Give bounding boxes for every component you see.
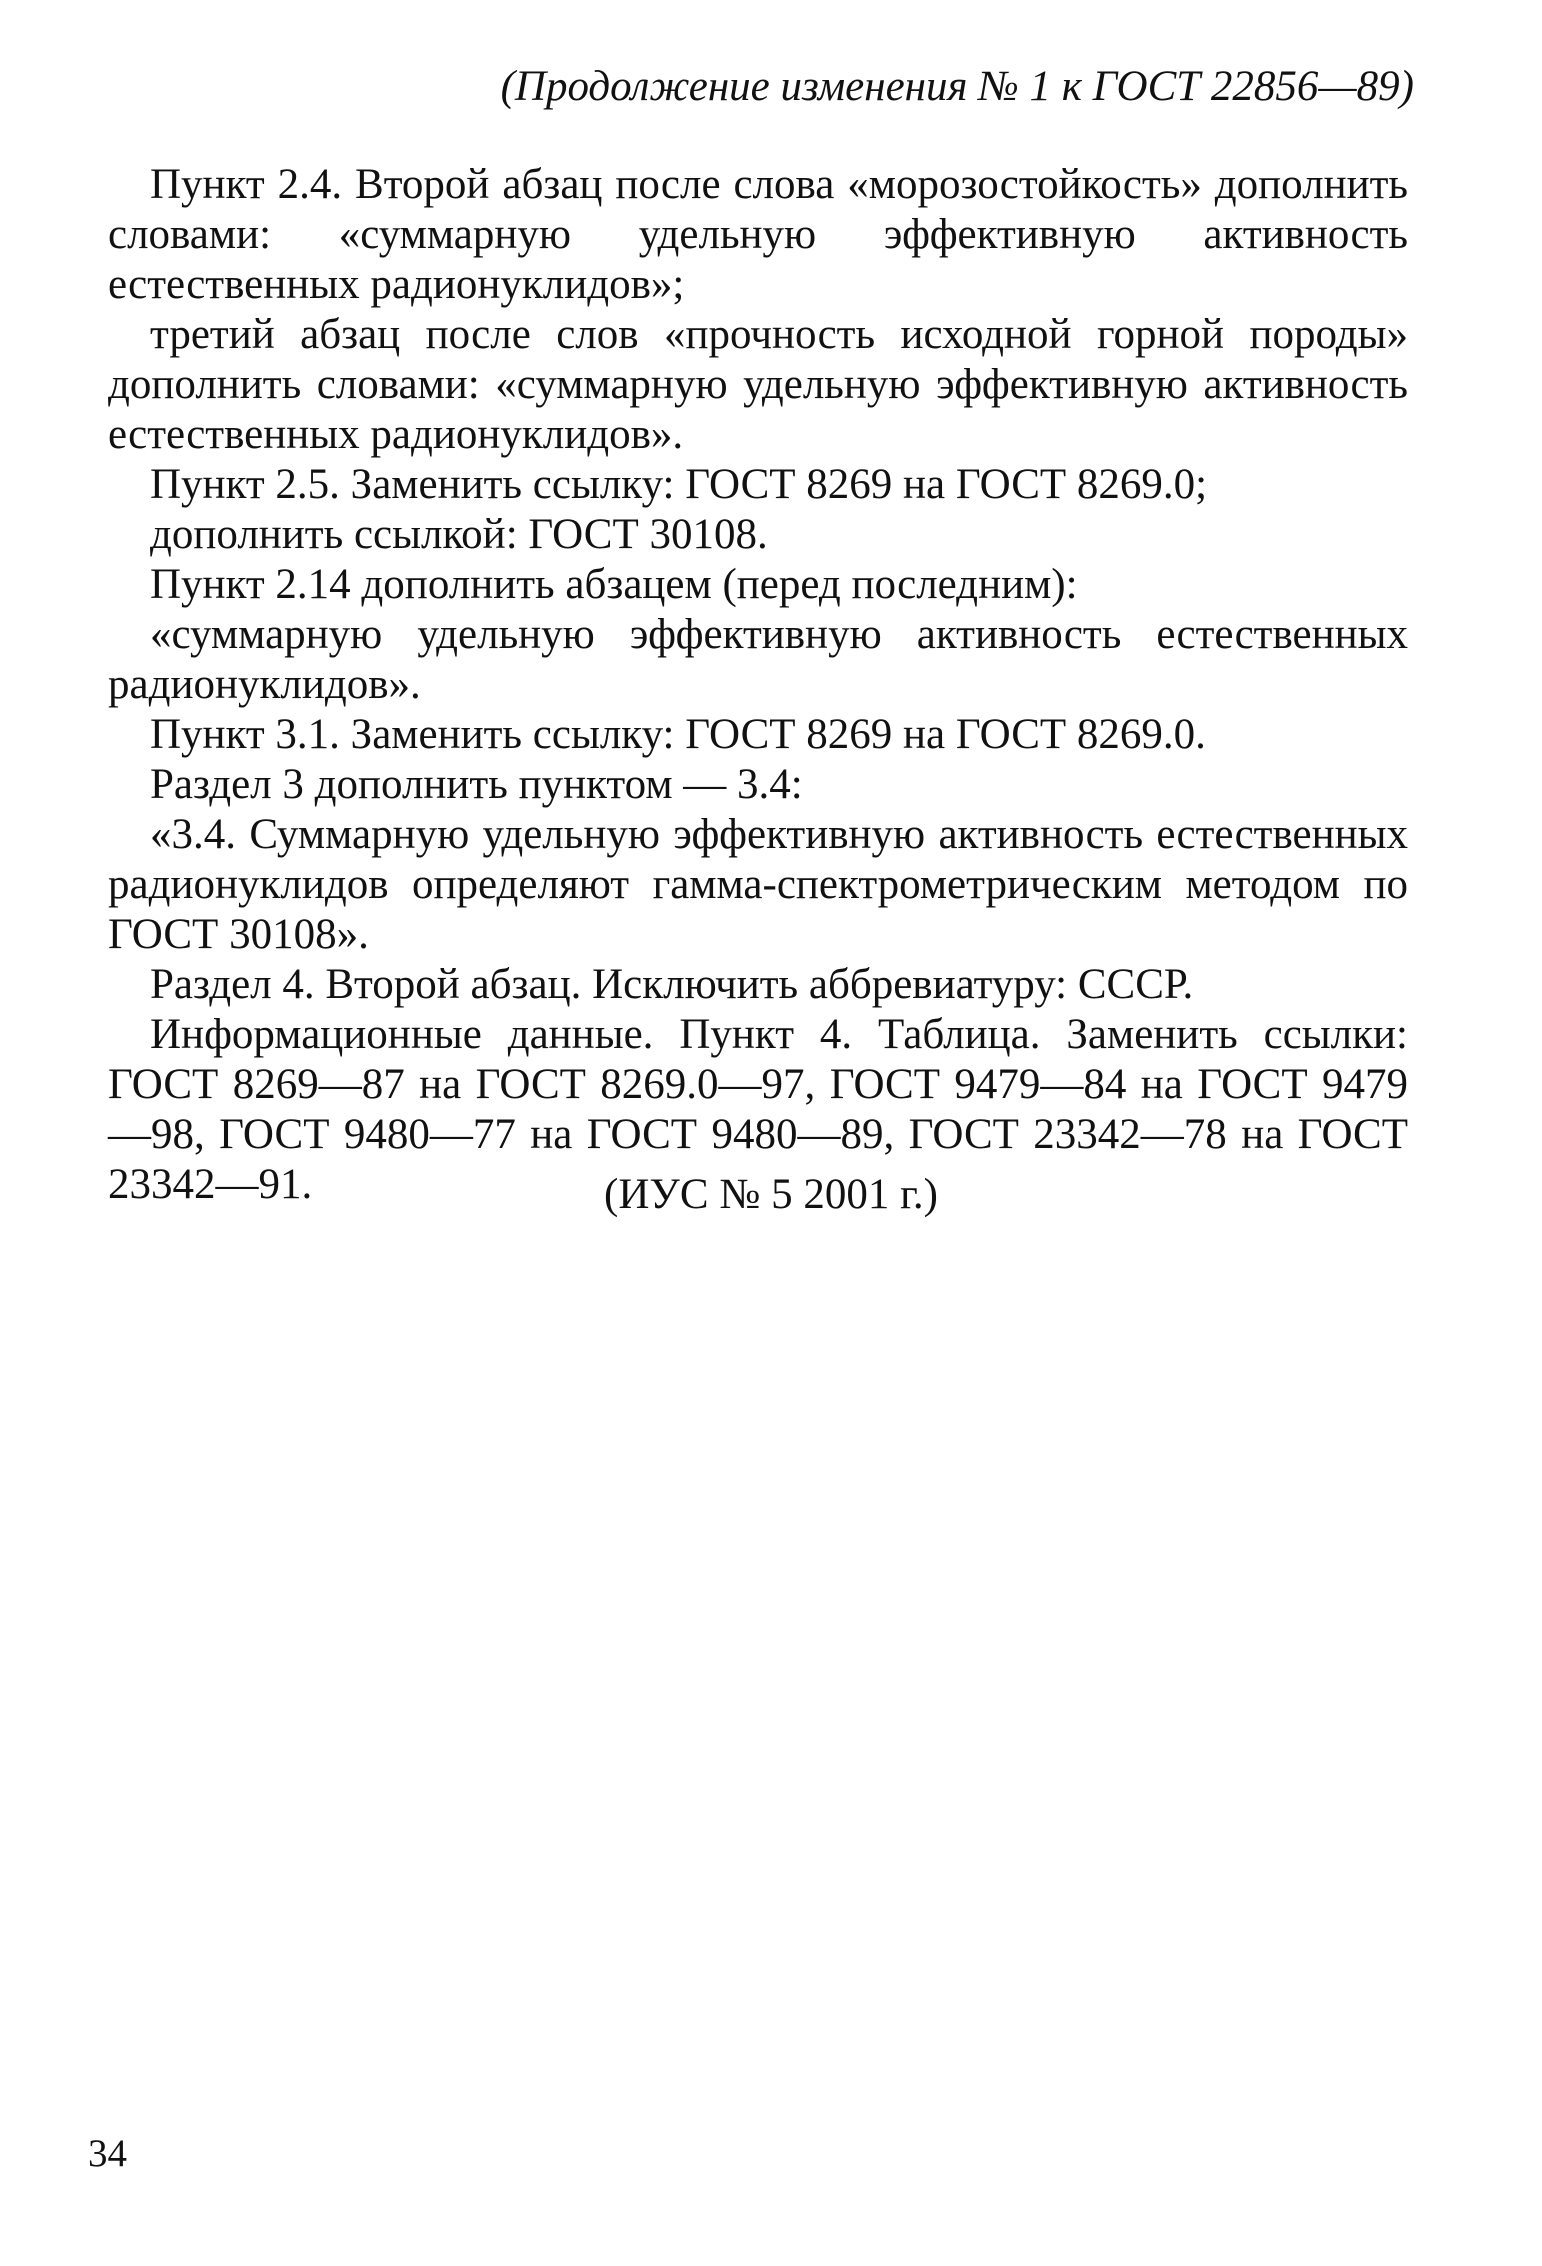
paragraph-item-2-4: Пункт 2.4. Второй абзац после слова «морозостойкость» дополнить словами: «суммарную удельную эффективную активность естественных радионуклидов»; — [108, 161, 1408, 308]
paragraph-section-4: Раздел 4. Второй абзац. Исключить аббревиатуру: СССР. — [150, 961, 1194, 1008]
paragraph-item-2-14: Пункт 2.14 дополнить абзацем (перед последним): — [150, 561, 1078, 608]
paragraph-item-3-4: «3.4. Суммарную удельную эффективную активность естественных радионуклидов определяют гамма-спектрометрическим методом по ГОСТ 30108». — [108, 811, 1408, 958]
paragraph-quote-activity: «суммарную удельную эффективную активность естественных радионуклидов». — [108, 611, 1408, 708]
page-number: 34 — [88, 2132, 127, 2175]
paragraph-item-2-5: Пункт 2.5. Заменить ссылку: ГОСТ 8269 на ГОСТ 8269.0; — [150, 461, 1208, 508]
paragraph-add-reference: дополнить ссылкой: ГОСТ 30108. — [150, 511, 768, 558]
paragraph-item-3-1: Пункт 3.1. Заменить ссылку: ГОСТ 8269 на ГОСТ 8269.0. — [150, 711, 1206, 758]
page-header: (Продолжение изменения № 1 к ГОСТ 22856—89) — [500, 63, 1414, 110]
paragraph-third-abzac: третий абзац после слов «прочность исходной горной породы» дополнить словами: «суммарную удельную эффективную активность естественных радионуклидов». — [108, 311, 1408, 458]
source-reference: (ИУС № 5 2001 г.) — [604, 1171, 938, 1218]
document-body — [108, 160, 1408, 1210]
paragraph-info-data: Информационные данные. Пункт 4. Таблица. Заменить ссылки: ГОСТ 8269—87 на ГОСТ 8269.0—97, ГОСТ 9479—84 на ГОСТ 9479—98, ГОСТ 9480—77 на ГОСТ 9480—89, ГОСТ 23342—78 на ГОСТ 23342—91. — [108, 1011, 1408, 1208]
paragraph-section-3: Раздел 3 дополнить пунктом — 3.4: — [150, 761, 803, 808]
